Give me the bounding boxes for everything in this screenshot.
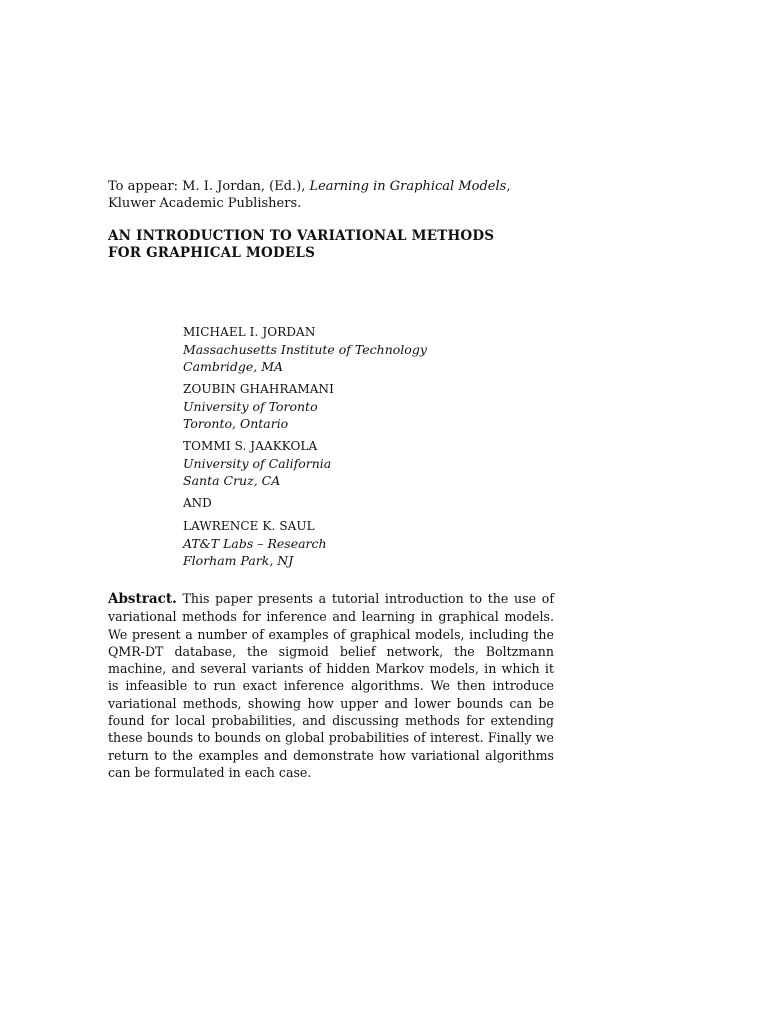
paper-title-line-2: FOR GRAPHICAL MODELS xyxy=(108,245,316,261)
author-name: LAWRENCE K. SAUL xyxy=(183,519,315,533)
to-appear-suffix: , Kluwer Academic Publishers. xyxy=(108,179,511,211)
author-location: Florham Park, NJ xyxy=(183,553,294,568)
author-location: Santa Cruz, CA xyxy=(183,473,281,488)
author-location: Toronto, Ontario xyxy=(183,416,289,431)
author-affiliation: Massachusetts Institute of Technology xyxy=(183,342,427,357)
author-affiliation: University of Toronto xyxy=(183,399,318,414)
author-block xyxy=(183,381,563,432)
and-separator: AND xyxy=(183,496,212,510)
abstract xyxy=(108,590,554,781)
abstract-text: This paper presents a tutorial introduction to the use of variational methods for inference and learning in graphical models. We present a number of examples of graphical models, including the QMR-DT database, the sigmoid belief network, the Boltzmann machine, and several variants of hidden Markov models, in which it is infeasible to run exact inference algorithms. We then introduce variational methods, showing how upper and lower bounds can be found for local probabilities, and discussing methods for extending these bounds to bounds on global probabilities of interest. Finally we return to the examples and demonstrate how variational algorithms can be formulated in each case. xyxy=(108,591,554,780)
to-appear-note xyxy=(108,178,558,212)
author-name: ZOUBIN GHAHRAMANI xyxy=(183,382,334,396)
author-name: TOMMI S. JAAKKOLA xyxy=(183,439,318,453)
author-name: MICHAEL I. JORDAN xyxy=(183,325,316,339)
author-location: Cambridge, MA xyxy=(183,359,284,374)
abstract-label: Abstract. xyxy=(108,591,177,607)
author-block xyxy=(183,438,563,489)
author-affiliation: AT&T Labs – Research xyxy=(183,536,327,551)
author-list xyxy=(183,324,563,575)
author-block xyxy=(183,518,563,569)
paper-title-line-1: AN INTRODUCTION TO VARIATIONAL METHODS xyxy=(108,228,495,244)
paper-title xyxy=(108,228,558,262)
to-appear-prefix: To appear: M. I. Jordan, (Ed.), xyxy=(108,179,310,194)
book-title: Learning in Graphical Models xyxy=(309,179,507,194)
author-block xyxy=(183,324,563,375)
author-affiliation: University of California xyxy=(183,456,332,471)
